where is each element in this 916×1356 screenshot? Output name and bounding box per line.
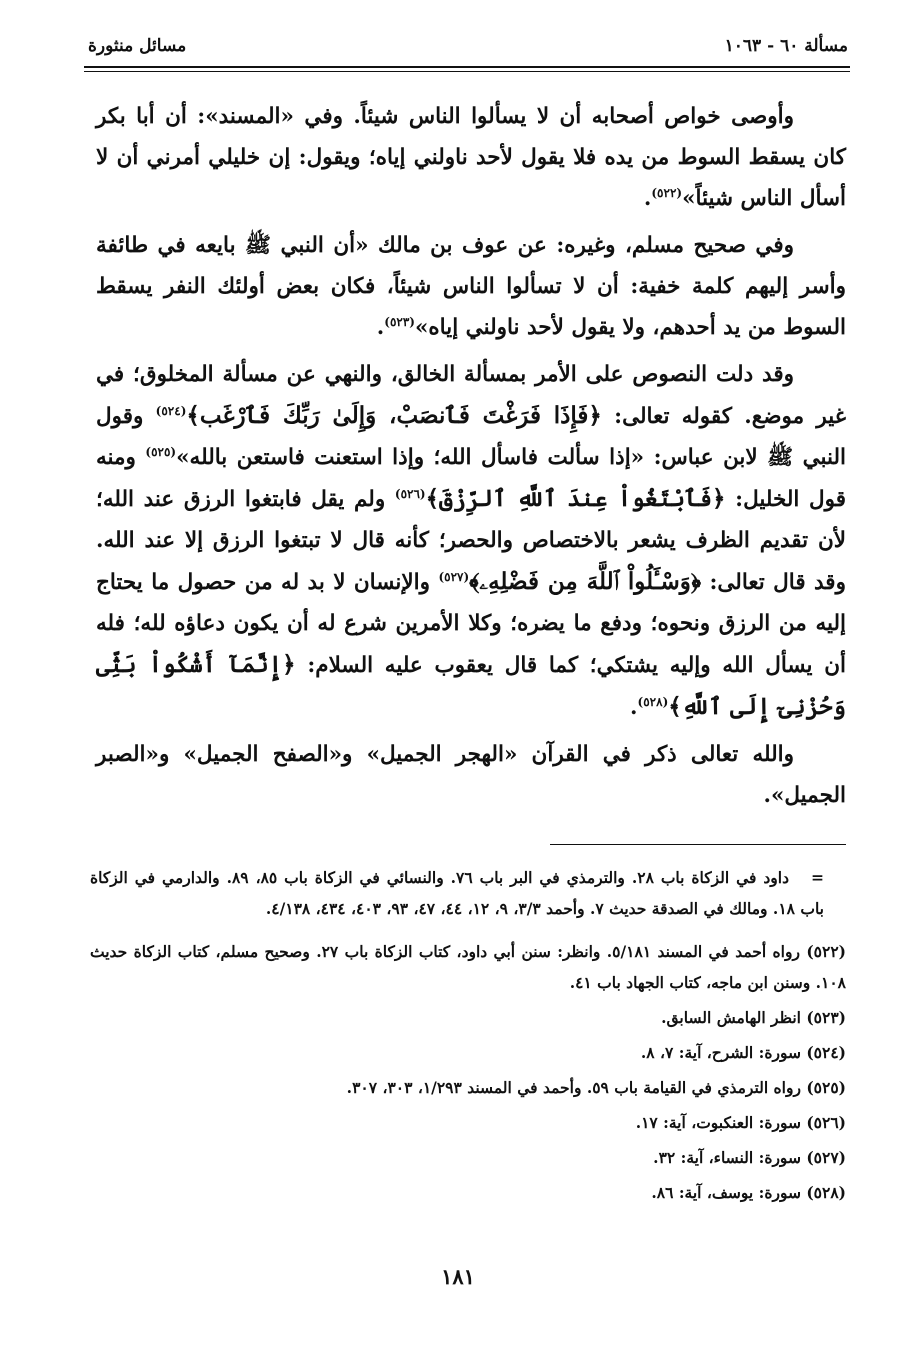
header-book-section: مسائل منثورة: [88, 36, 187, 56]
main-text: [96, 96, 846, 822]
paragraph-2: وفي صحيح مسلم، وغيره: عن عوف بن مالك «أن النبي ﷺ بايعه في طائفة وأسر إليهم كلمة خفية: أن لا تسألوا الناس شيئاً، فكان بعض أولئك النفر يسقط السوط من يد أحدهم، ولا يقول لأحد ناولني إياه»$^{(٥٢٣)}$.: [96, 233, 846, 340]
header-rule-thin: [84, 71, 850, 72]
paragraph-3-text-c: ومنه قول الخليل:: [96, 445, 846, 512]
header-chapter-title: مسألة ٦٠ - ١٠٦٣: [724, 36, 848, 56]
footnote-528: (٥٢٨) سورة: يوسف، آية: ٨٦.: [651, 1183, 846, 1202]
paragraph-2-text: وفي صحيح مسلم، وغيره: عن عوف بن مالك «أن النبي ﷺ بايعه في طائفة وأسر إليهم كلمة خفية: أن لا تسألوا الناس شيئاً، فكان بعض أولئك النفر يسقط السوط من يد أحدهم، ولا يقول لأحد ناولني إياه»: [96, 233, 846, 340]
paragraph-3: وقد دلت النصوص على الأمر بمسألة الخالق، والنهي عن مسألة المخلوق؛ في غير موضع. كقوله تعالى: ﴿فَإِذَا فَرَغْتَ فَٱنصَبْ، وَإِلَىٰ رَبِّكَ فَٱرْغَب﴾$^{(٥٢٤)}$ وقول النبي ﷺ لابن عباس: «إذا سألت فاسأل الله؛ وإذا استعنت فاستعن بالله»$^{(٥٢٥)}$ ومنه قول الخليل: ﴿فَٱبْتَغُواْ عِندَ ٱللَّهِ ٱلرِّزْقَ﴾$^{(٥٢٦)}$ ولم يقل فابتغوا الرزق عند الله؛ لأن تقديم الظرف يشعر بالاختصاص والحصر؛ كأنه قال لا تبتغوا الرزق إلا عند الله. وقد قال تعالى: ﴿وَسْـَٔلُواْ ٱللَّهَ مِن فَضْلِهِۦ﴾$^{(٥٢٧)}$ والإنسان لا بد له من حصول ما يحتاج إليه من الرزق ونحوه؛ ودفع ما يضره؛ وكلا الأمرين شرع له أن يكون دعاؤه لله؛ فله أن يسأل الله وإليه يشتكي؛ كما قال يعقوب عليه السلام: ﴿إِنَّمَآ أَشْكُواْ بَثِّى وَحُزْنِىٓ إِلَى ٱللَّهِ﴾$^{(٥٢٨)}$.: [96, 362, 846, 720]
footnote-524: (٥٢٤) سورة: الشرح، آية: ٧، ٨.: [640, 1043, 846, 1062]
footnote-ref-527: (٥٢٧): [438, 569, 470, 584]
footnote-continuation: [90, 862, 846, 924]
footnote-ref-524: (٥٢٤): [155, 403, 187, 418]
continuation-mark: =: [810, 868, 824, 887]
footnote-525: (٥٢٥) رواه الترمذي في القيامة باب ٥٩. وأحمد في المسند ١/٢٩٣، ٣٠٣، ٣٠٧.: [346, 1078, 846, 1097]
quran-quote-1: ﴿فَإِذَا فَرَغْتَ فَٱنصَبْ، وَإِلَىٰ رَبِّكَ فَٱرْغَب﴾: [186, 402, 602, 429]
footnotes: [90, 862, 846, 1212]
quran-quote-4: ﴿إِنَّمَآ أَشْكُواْ بَثِّى وَحُزْنِىٓ إِلَى ٱللَّهِ﴾: [96, 651, 846, 720]
quran-quote-2: ﴿فَٱبْتَغُواْ عِندَ ٱللَّهِ ٱلرِّزْقَ﴾: [425, 485, 726, 512]
paragraph-3-text-b: وقول النبي ﷺ لابن عباس: «إذا سألت فاسأل الله؛ وإذا استعنت فاستعن بالله»: [96, 404, 846, 470]
paragraph-3-text-d: ولم يقل فابتغوا الرزق عند الله؛ لأن تقديم الظرف يشعر بالاختصاص والحصر؛ كأنه قال لا تبتغوا الرزق إلا عند الله. وقد قال تعالى:: [96, 487, 846, 595]
footnote-ref-523: (٥٢٣): [384, 314, 415, 329]
footnote-522: (٥٢٢) رواه أحمد في المسند ٥/١٨١. وانظر: سنن أبي داود، كتاب الزكاة باب ٢٧. وصحيح مسلم، كتاب الزكاة حديث ١٠٨. وسنن ابن ماجه، كتاب الجهاد باب ٤١.: [90, 942, 846, 992]
footnote-ref-522: (٥٢٢): [651, 185, 683, 200]
footnote-continuation-text: داود في الزكاة باب ٢٨. والترمذي في البر باب ٧٦. والنسائي في الزكاة باب ٨٥، ٨٩. والدارمي في الزكاة باب ١٨. ومالك في الصدقة حديث ٧. وأحمد ٣/٣، ٩، ١٢، ٤٤، ٤٧، ٩٣، ٤٠٣، ٤٣٤، ٤/١٣٨.: [90, 868, 824, 918]
footnote-ref-528: (٥٢٨): [637, 694, 669, 709]
footnote-526: (٥٢٦) سورة: العنكبوت، آية: ١٧.: [635, 1113, 846, 1132]
header-rule-thick: [84, 66, 850, 68]
footnote-separator: [550, 844, 846, 845]
paragraph-1: وأوصى خواص أصحابه أن لا يسألوا الناس شيئاً. وفي «المسند»: أن أبا بكر كان يسقط السوط من يده فلا يقول لأحد ناولني إياه؛ ويقول: إن خليلي أمرني أن لا أسأل الناس شيئاً»$^{(٥٢٢)}$.: [96, 104, 846, 211]
paragraph-3-text-e: والإنسان لا بد له من حصول ما يحتاج إليه من الرزق ونحوه؛ ودفع ما يضره؛ وكلا الأمرين شرع له أن يكون دعاؤه لله؛ فله أن يسأل الله وإليه يشتكي؛ كما قال يعقوب عليه السلام:: [96, 570, 846, 678]
running-header: [88, 36, 848, 68]
quran-quote-3: ﴿وَسْـَٔلُواْ ٱللَّهَ مِن فَضْلِهِۦ﴾: [469, 568, 702, 595]
footnote-527: (٥٢٧) سورة: النساء، آية: ٣٢.: [653, 1148, 846, 1167]
footnote-ref-525: (٥٢٥): [145, 444, 177, 459]
paragraph-4: والله تعالى ذكر في القرآن «الهجر الجميل» و«الصفح الجميل» و«الصبر الجميل».: [96, 742, 846, 808]
page-number: ١٨١: [441, 1264, 475, 1289]
footnote-523: (٥٢٣) انظر الهامش السابق.: [661, 1008, 846, 1027]
paragraph-3-text-a: وقد دلت النصوص على الأمر بمسألة الخالق، والنهي عن مسألة المخلوق؛ في غير موضع. كقوله تعالى:: [96, 362, 846, 429]
footnote-ref-526: (٥٢٦): [394, 486, 426, 501]
paragraph-1-text: وأوصى خواص أصحابه أن لا يسألوا الناس شيئاً. وفي «المسند»: أن أبا بكر كان يسقط السوط من يده فلا يقول لأحد ناولني إياه؛ ويقول: إن خليلي أمرني أن لا أسأل الناس شيئاً»: [96, 104, 846, 211]
